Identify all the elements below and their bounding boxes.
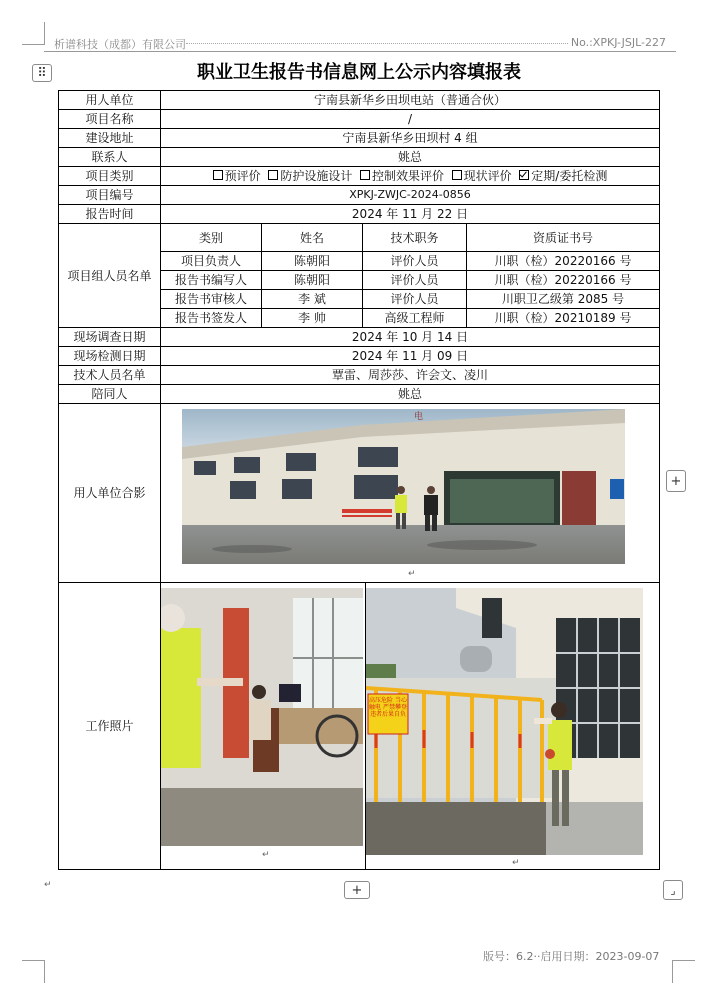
label-accompany: 陪同人 [59, 385, 161, 404]
value-report-time[interactable]: 2024 年 11 月 22 日 [161, 205, 660, 224]
row-report-time [59, 205, 660, 224]
header-leader-dots [186, 43, 568, 44]
inspector-leg-left [552, 770, 559, 826]
gate-equipment [450, 479, 554, 523]
value-project-name[interactable]: / [161, 110, 660, 129]
team-row [161, 271, 660, 290]
team-role[interactable]: 报告书审核人 [161, 290, 262, 309]
team-header-role: 类别 [161, 224, 262, 252]
crop-mark-bottom-left [22, 960, 45, 983]
team-header-title: 技术职务 [363, 224, 467, 252]
label-project-name: 项目名称 [59, 110, 161, 129]
team-title[interactable]: 评价人员 [363, 252, 467, 271]
team-header-row [161, 224, 660, 252]
label-project-no: 项目编号 [59, 186, 161, 205]
category-option-periodic-test[interactable]: 定期/委托检测 [519, 169, 607, 183]
label-contact: 联系人 [59, 148, 161, 167]
office-floor [161, 788, 363, 846]
page-header [44, 36, 676, 50]
team-row [161, 252, 660, 271]
row-tech-staff [59, 366, 660, 385]
table-move-handle-icon[interactable]: ⠿ [32, 64, 52, 82]
row-project-no [59, 186, 660, 205]
label-employer: 用人单位 [59, 91, 161, 110]
team-cert[interactable]: 川职卫乙级第 2085 号 [467, 290, 660, 309]
label-test-date: 现场检测日期 [59, 347, 161, 366]
row-employer [59, 91, 660, 110]
work-photo-office-image[interactable] [161, 588, 363, 846]
label-survey-date: 现场调查日期 [59, 328, 161, 347]
row-project-name [59, 110, 660, 129]
team-cert[interactable]: 川职（检）20220166 号 [467, 252, 660, 271]
seated-person-head [252, 685, 266, 699]
seated-person-body [249, 700, 271, 740]
value-address[interactable]: 宁南县新华乡田坝村 4 组 [161, 129, 660, 148]
team-header-cert: 资质证书号 [467, 224, 660, 252]
team-title[interactable]: 评价人员 [363, 271, 467, 290]
team-row [161, 309, 660, 328]
red-barrier [342, 509, 392, 517]
inspector-arm [197, 678, 243, 686]
label-tech-staff: 技术人员名单 [59, 366, 161, 385]
category-option-status-eval[interactable]: 现状评价 [452, 169, 512, 183]
meter-device [545, 749, 555, 759]
row-contact [59, 148, 660, 167]
label-group-photo: 用人单位合影 [59, 404, 161, 583]
header-doc-number: No.:XPKJ-JSJL-227 [570, 36, 666, 49]
group-photo-image[interactable] [182, 409, 625, 564]
checkbox-icon [360, 170, 370, 180]
label-category: 项目类别 [59, 167, 161, 186]
pavement [546, 802, 643, 855]
inspector-vest [161, 628, 201, 768]
row-accompany [59, 385, 660, 404]
row-survey-date [59, 328, 660, 347]
ground [182, 525, 625, 564]
value-test-date[interactable]: 2024 年 11 月 09 日 [161, 347, 660, 366]
building-sign-text: 电 [414, 412, 424, 422]
blue-sign [610, 479, 624, 499]
team-name[interactable]: 李 斌 [262, 290, 363, 309]
label-work-photo: 工作照片 [59, 583, 161, 870]
crop-mark-top-left [22, 22, 45, 45]
team-row [161, 290, 660, 309]
paragraph-mark-icon: ↵ [262, 850, 270, 860]
checkbox-icon [268, 170, 278, 180]
value-survey-date[interactable]: 2024 年 10 月 14 日 [161, 328, 660, 347]
add-column-icon[interactable]: + [666, 470, 686, 492]
team-name[interactable]: 陈朝阳 [262, 271, 363, 290]
ground [366, 802, 546, 855]
paragraph-mark-icon: ↵ [408, 569, 416, 579]
value-category [161, 167, 660, 186]
label-team: 项目组人员名单 [59, 224, 161, 328]
value-tech-staff[interactable]: 覃雷、周莎莎、许会文、凌川 [161, 366, 660, 385]
value-accompany[interactable]: 姚总 [161, 385, 660, 404]
team-cert[interactable]: 川职（检）20210189 号 [467, 309, 660, 328]
team-role[interactable]: 报告书签发人 [161, 309, 262, 328]
header-rule [44, 51, 676, 52]
row-category [59, 167, 660, 186]
category-option-control-eval[interactable]: 控制效果评价 [360, 169, 444, 183]
team-role[interactable]: 项目负责人 [161, 252, 262, 271]
transformer [460, 646, 492, 672]
inspector-vest [548, 720, 572, 770]
resize-table-icon[interactable]: ⌟ [663, 880, 683, 900]
label-report-time: 报告时间 [59, 205, 161, 224]
checkbox-icon [452, 170, 462, 180]
category-option-protection-design[interactable]: 防护设施设计 [268, 169, 352, 183]
team-cert[interactable]: 川职（检）20220166 号 [467, 271, 660, 290]
value-project-no[interactable]: XPKJ-ZWJC-2024-0856 [161, 186, 660, 205]
team-name[interactable]: 陈朝阳 [262, 252, 363, 271]
value-contact[interactable]: 姚总 [161, 148, 660, 167]
footer-version: 版号：6.2··启用日期：2023-09-07 [483, 950, 660, 963]
add-row-icon[interactable]: + [344, 881, 370, 899]
warning-sign-text-wrap [368, 694, 408, 734]
paragraph-mark-icon: ↵ [512, 858, 520, 868]
team-title[interactable]: 高级工程师 [363, 309, 467, 328]
team-cell [161, 224, 660, 328]
category-option-pre-eval[interactable]: 预评价 [213, 169, 261, 183]
checkbox-icon [213, 170, 223, 180]
header-company: 析谱科技（成都）有限公司 [54, 38, 186, 51]
red-door [562, 471, 596, 529]
team-name[interactable]: 李 帅 [262, 309, 363, 328]
team-role[interactable]: 报告书编写人 [161, 271, 262, 290]
row-test-date [59, 347, 660, 366]
checkbox-checked-icon [519, 170, 529, 180]
monitor [279, 684, 301, 702]
inspector-arm [534, 718, 552, 724]
value-employer[interactable]: 宁南县新华乡田坝电站（普通合伙） [161, 91, 660, 110]
team-header-name: 姓名 [262, 224, 363, 252]
inspector-leg-right [562, 770, 569, 826]
work-photo-fence-image[interactable] [366, 588, 643, 855]
crop-mark-bottom-right [672, 960, 695, 983]
paragraph-mark-icon: ↵ [44, 880, 52, 890]
row-team [59, 224, 660, 328]
warning-sign-text: 高压危险 当心触电 严禁攀登 违者后果自负 [369, 697, 407, 718]
page-title: 职业卫生报告书信息网上公示内容填报表 [197, 62, 521, 83]
team-table [160, 223, 660, 328]
row-address [59, 129, 660, 148]
label-address: 建设地址 [59, 129, 161, 148]
team-title[interactable]: 评价人员 [363, 290, 467, 309]
inspector-head [551, 702, 567, 718]
